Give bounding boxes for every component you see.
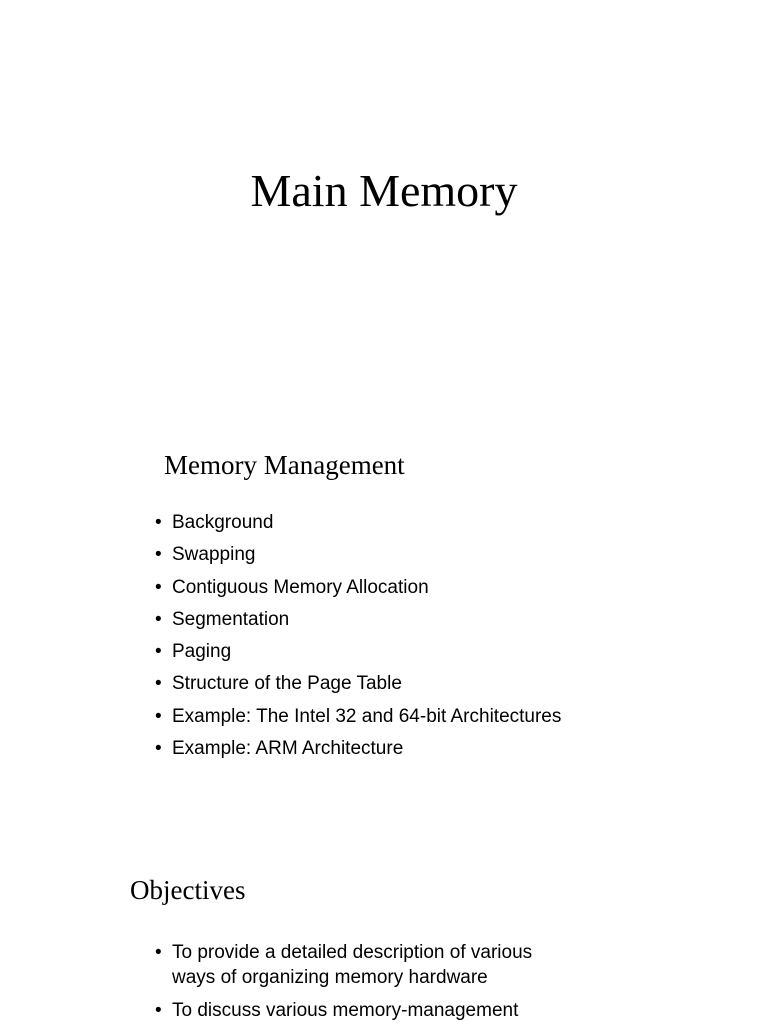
objectives-heading: Objectives [130, 875, 246, 905]
list-item-text: Background [172, 512, 274, 533]
list-item-text-continued: ways of organizing memory hardware [172, 967, 488, 988]
list-item [155, 604, 561, 636]
list-item [155, 572, 561, 604]
bullet-icon: • [155, 1000, 162, 1021]
list-item-text: Swapping [172, 544, 256, 566]
list-item [155, 507, 561, 539]
memory-management-list [155, 507, 561, 765]
list-item-text: Structure of the Page Table [172, 673, 402, 695]
list-item [155, 668, 561, 700]
bullet-icon: • [155, 673, 162, 695]
slide-title: Main Memory [250, 165, 518, 216]
bullet-icon: • [155, 576, 162, 598]
list-item [155, 733, 561, 765]
bullet-icon: • [155, 512, 162, 533]
objectives-list [155, 940, 532, 1031]
list-item-text: Example: The Intel 32 and 64-bit Architectures [172, 705, 562, 727]
list-item [155, 636, 561, 668]
list-item-text: To provide a detailed description of various [172, 942, 533, 963]
bullet-icon: • [155, 738, 162, 760]
list-item-text: Segmentation [172, 608, 290, 630]
bullet-icon: • [155, 942, 162, 963]
memory-management-heading: Memory Management [164, 450, 405, 480]
list-item [155, 701, 561, 733]
list-item-text: Contiguous Memory Allocation [172, 576, 429, 598]
list-item-text: Paging [172, 641, 232, 663]
bullet-icon: • [155, 608, 162, 630]
list-item-text: Example: ARM Architecture [172, 738, 404, 760]
list-item [155, 998, 532, 1023]
list-item [155, 539, 561, 571]
bullet-icon: • [155, 641, 162, 663]
list-item-text: To discuss various memory-management [172, 1000, 519, 1021]
bullet-icon: • [155, 544, 162, 566]
bullet-icon: • [155, 705, 162, 727]
list-item [155, 940, 532, 990]
